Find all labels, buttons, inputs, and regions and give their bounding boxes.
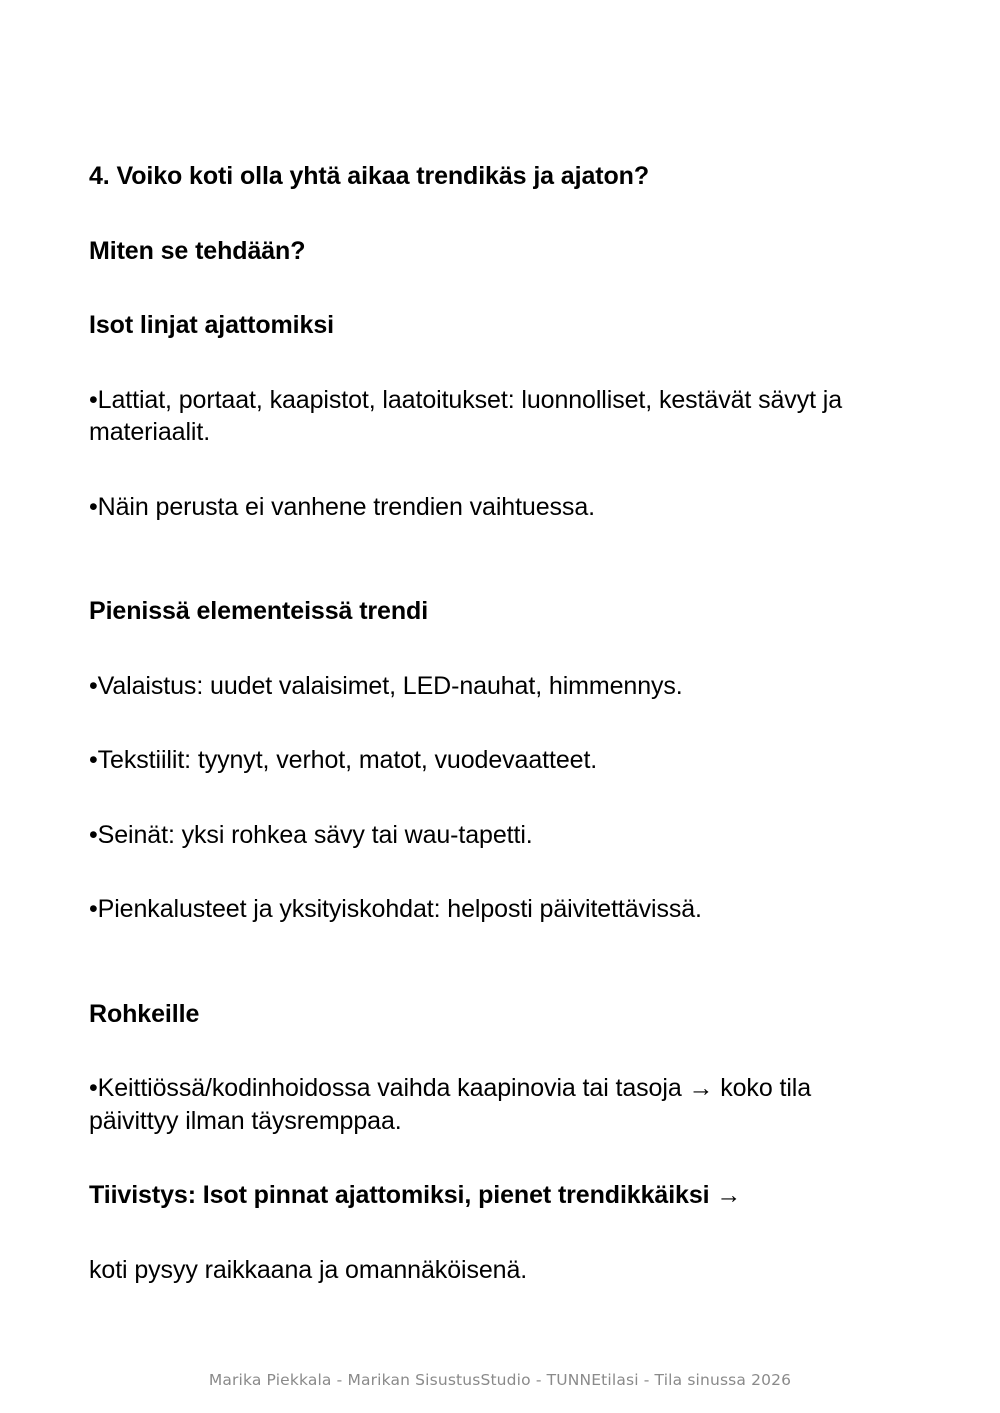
bullet-lattiat-portaat: •Lattiat, portaat, kaapistot, laatoitukset: luonnolliset, kestävät sävyt ja materiaalit. [89, 385, 843, 446]
summary-conclusion: koti pysyy raikkaana ja omannäköisenä. [89, 1255, 528, 1284]
spacer [89, 267, 904, 309]
subheading-miten-se-tehdaan: Miten se tehdään? [89, 236, 306, 265]
section-title-question-4: 4. Voiko koti olla yhtä aikaa trendikäs ja ajaton? [89, 162, 650, 190]
page-footer: Marika Piekkala - Marikan SisustusStudio - TUNNEtilasi - Tila sinussa 2026 [208, 1371, 792, 1389]
spacer [89, 702, 904, 744]
spacer [89, 523, 904, 595]
bullet-keittiossa-kodinhoidossa: •Keittiössä/kodinhoidossa vaihda kaapinovia tai tasoja → koko tila päivittyy ilman täysremppaa. [89, 1074, 812, 1135]
spacer [89, 777, 904, 819]
subheading-isot-linjat-ajattomiksi: Isot linjat ajattomiksi [89, 311, 334, 339]
bullet-tekstiilit: •Tekstiilit: tyynyt, verhot, matot, vuodevaatteet. [89, 746, 598, 774]
spacer [89, 1030, 904, 1072]
spacer [89, 1137, 904, 1179]
bullet-valaistus: •Valaistus: uudet valaisimet, LED-nauhat, himmennys. [89, 671, 683, 700]
subheading-pienissa-elementeissa-trendi: Pienissä elementeissä trendi [89, 597, 429, 625]
spacer [89, 449, 904, 491]
spacer [89, 851, 904, 893]
bullet-pienkalusteet: •Pienkalusteet ja yksityiskohdat: helposti päivitettävissä. [89, 895, 702, 923]
spacer [89, 193, 904, 235]
spacer [89, 1212, 904, 1254]
spacer [89, 342, 904, 384]
summary-tiivistys: Tiivistys: Isot pinnat ajattomiksi, pienet trendikkäiksi → [89, 1181, 742, 1209]
spacer [89, 628, 904, 670]
subheading-rohkeille: Rohkeille [89, 999, 200, 1028]
spacer [89, 926, 904, 998]
bullet-nain-perusta: •Näin perusta ei vanhene trendien vaihtuessa. [89, 492, 595, 521]
bullet-seinat: •Seinät: yksi rohkea sävy tai wau-tapetti. [89, 820, 533, 849]
